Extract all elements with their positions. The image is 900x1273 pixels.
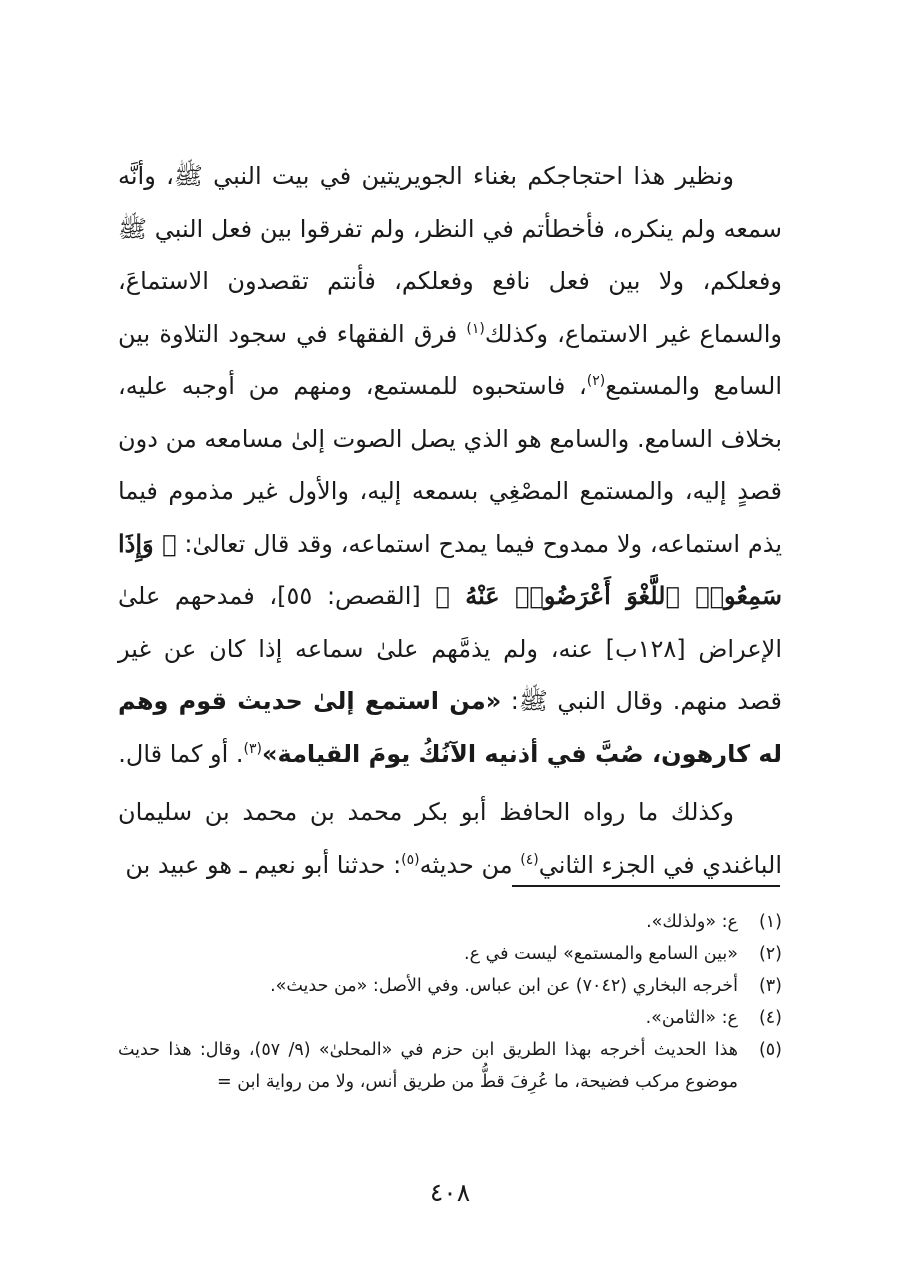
- footnote-4: [118, 1002, 782, 1034]
- footnote-number: (٤): [758, 1008, 782, 1028]
- footnote-separator: [512, 885, 780, 887]
- footnotes: [118, 906, 782, 1098]
- footnote-3: [118, 970, 782, 1002]
- text-segment: فرق الفقهاء في سجود التلاوة بين السامع والمستمع: [118, 319, 782, 400]
- footnote-marker-4: (٤): [520, 851, 539, 868]
- footnote-text: هذا الحديث أخرجه بهذا الطريق ابن حزم في «المحلىٰ» (٩/ ٥٧)، وقال: هذا حديث موضوع مركب فضيحة، ما عُرِفَ قطُّ من طريق أنس، ولا من رواية ابن =: [118, 1040, 738, 1092]
- footnote-1: [118, 906, 782, 938]
- text-segment: من حديثه: [419, 850, 521, 879]
- hadith-quote: «من استمع إلىٰ حديث قوم وهم له كارهون، صُبَّ في أذنيه الآنُكُ يومَ القيامة»: [118, 687, 782, 768]
- text-segment: : حدثنا أبو نعيم ـ هو عبيد بن: [125, 850, 402, 879]
- footnote-5: [118, 1034, 782, 1098]
- main-text: [118, 150, 782, 891]
- footnote-number: (١): [758, 912, 782, 932]
- footnote-marker-1: (١): [466, 320, 485, 337]
- quran-verse: ﴿ وَإِذَا سَمِعُوا۟ ٱللَّغْوَ أَعْرَضُوا۟ عَنْهُ ﴾: [118, 528, 782, 610]
- text-segment: [القصص: ٥٥]، فمدحهم علىٰ الإعراض [١٢٨ب] عنه، ولم يذمَّهم علىٰ سماعه إذا كان عن غير قصد منهم. وقال النبي ﷺ:: [118, 582, 783, 715]
- paragraph-1: [118, 150, 782, 780]
- footnote-number: (٢): [758, 944, 782, 964]
- footnote-text: أخرجه البخاري (٧٠٤٢) عن ابن عباس. وفي الأصل: «من حديث».: [270, 976, 738, 996]
- footnote-number: (٣): [758, 976, 782, 996]
- text-segment: وكذلك ما رواه الحافظ أبو بكر محمد بن محمد بن سليمان الباغندي في الجزء الثاني: [118, 798, 782, 879]
- footnote-marker-3: (٣): [243, 740, 263, 757]
- footnote-marker-2: (٢): [586, 373, 606, 389]
- footnote-2: [118, 938, 782, 970]
- footnote-text: «بين السامع والمستمع» ليست في ع.: [464, 944, 738, 964]
- paragraph-2: [118, 786, 782, 891]
- text-segment: ، فاستحبوه للمستمع، ومنهم من أوجبه عليه، بخلاف السامع. والسامع هو الذي يصل الصوت إلىٰ مسامعه من دون قصدٍ إليه، والمستمع المصْغِي بسمعه إليه، والأول غير مذموم فيما يذم استماعه، ولا ممدوح فيما يمدح استماعه، وقد قال تعالىٰ:: [118, 372, 783, 558]
- footnote-marker-5: (٥): [401, 851, 420, 868]
- page-number: ٤٠٨: [429, 1178, 471, 1207]
- text-segment: . أو كما قال.: [118, 739, 244, 768]
- text-segment: ونظير هذا احتجاجكم بغناء الجويريتين في بيت النبي ﷺ، وأنَّه سمعه ولم ينكره، فأخطأتم في النظر، ولم تفرقوا بين فعل النبي ﷺ وفعلكم، ولا بين فعل نافع وفعلكم، فأنتم تقصدون الاستماعَ، والسماع غير الاستماع، وكذلك: [118, 162, 783, 348]
- footnote-text: ع: «الثامن».: [645, 1008, 738, 1028]
- footnote-text: ع: «ولذلك».: [646, 912, 738, 932]
- footnote-number: (٥): [758, 1040, 782, 1060]
